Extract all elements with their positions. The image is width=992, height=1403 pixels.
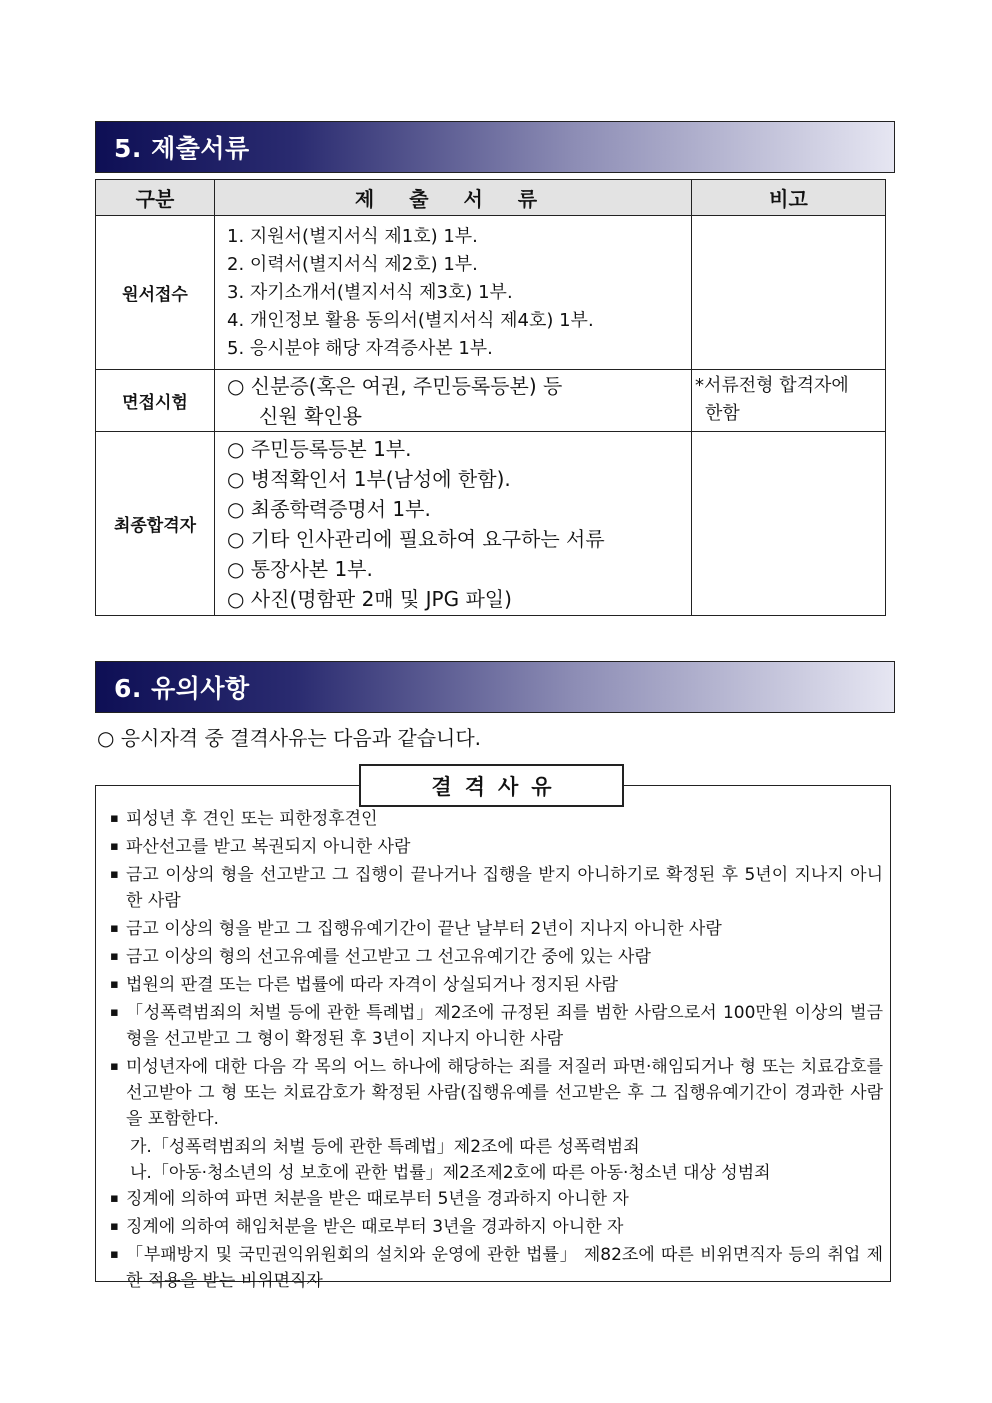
- bullet-icon: ▪: [110, 839, 119, 854]
- bullet-icon: ▪: [110, 867, 119, 882]
- section-5-header: [95, 121, 895, 173]
- list-item: ▪ 금고 이상의 형을 선고받고 그 집행이 끝나거나 집행을 받지 아니하기로 확정된 후 5년이 지나지 아니한 사람: [108, 862, 883, 914]
- row-note: [692, 370, 886, 432]
- list-item: ▪ 금고 이상의 형의 선고유예를 선고받고 그 선고유예기간 중에 있는 사람: [108, 944, 883, 970]
- list-item: ▪ 법원의 판결 또는 다른 법률에 따라 자격이 상실되거나 정지된 사람: [108, 972, 883, 998]
- list-item: ▪ 금고 이상의 형을 받고 그 집행유예기간이 끝난 날부터 2년이 지나지 아니한 사람: [108, 916, 883, 942]
- documents-table: [95, 179, 886, 616]
- row-items: [215, 370, 692, 432]
- list-item: ▪ 「부패방지 및 국민권익위원회의 설치와 운영에 관한 법률」 제82조에 따른 비위면직자 등의 취업 제한 적용을 받는 비위면직자: [108, 1242, 883, 1294]
- list-item: 2. 이력서(별지서식 제2호) 1부.: [227, 253, 478, 275]
- row-category: 면접시험: [96, 370, 215, 432]
- disqualification-box-title: 결격사유: [359, 764, 624, 807]
- list-item-continuation: 신원 확인용: [259, 403, 362, 428]
- bullet-icon: ▪: [110, 1191, 119, 1206]
- list-item: ▪ 징계에 의하여 해임처분을 받은 때로부터 3년을 경과하지 아니한 자: [108, 1214, 883, 1240]
- bullet-icon: ▪: [110, 1247, 119, 1262]
- header-documents: 제 출 서 류: [215, 180, 692, 216]
- list-item: ○ 최종학력증명서 1부.: [227, 496, 431, 521]
- list-item: ▪ 미성년자에 대한 다음 각 목의 어느 하나에 해당하는 죄를 저질러 파면·해임되거나 형 또는 치료감호를 선고받아 그 형 또는 치료감호가 확정된 사람(집행유예를 선고받은 후 그 집행유예기간이 경과한 사람을 포함한다.: [108, 1054, 883, 1132]
- bullet-icon: ▪: [110, 1005, 119, 1020]
- list-item: ○ 주민등록등본 1부.: [227, 436, 412, 461]
- section-6-header: [95, 661, 895, 713]
- header-note: 비고: [692, 180, 886, 216]
- sub-item: 가.「성폭력범죄의 처벌 등에 관한 특례법」제2조에 따른 성폭력범죄: [130, 1137, 640, 1157]
- row-category: 최종합격자: [96, 432, 215, 616]
- list-item: ▪ 피성년 후 견인 또는 피한정후견인: [108, 806, 883, 832]
- table-header-row: [96, 180, 886, 216]
- note-line: *서류전형 합격자에: [695, 375, 849, 396]
- list-item: 5. 응시분야 해당 자격증사본 1부.: [227, 337, 493, 359]
- bullet-icon: ▪: [110, 811, 119, 826]
- list-item: ○ 통장사본 1부.: [227, 556, 373, 581]
- bullet-icon: ▪: [110, 921, 119, 936]
- list-item: ○ 병적확인서 1부(남성에 한함).: [227, 466, 511, 491]
- list-item: 3. 자기소개서(별지서식 제3호) 1부.: [227, 281, 513, 303]
- list-item: ○ 신분증(혹은 여권, 주민등록등본) 등: [227, 373, 563, 398]
- list-item: 1. 지원서(별지서식 제1호) 1부.: [227, 225, 478, 247]
- row-items: [215, 216, 692, 370]
- bullet-icon: ▪: [110, 1059, 119, 1074]
- list-item: ▪ 「성폭력범죄의 처벌 등에 관한 특례법」제2조에 규정된 죄를 범한 사람으로서 100만원 이상의 벌금형을 선고받고 그 형이 확정된 후 3년이 지나지 아니한 사람: [108, 1000, 883, 1052]
- list-item: ○ 기타 인사관리에 필요하여 요구하는 서류: [227, 526, 605, 551]
- list-item: ○ 사진(명함판 2매 및 JPG 파일): [227, 586, 512, 611]
- sub-item: 나.「아동·청소년의 성 보호에 관한 법률」제2조제2호에 따른 아동·청소년 대상 성범죄: [130, 1163, 771, 1183]
- bullet-icon: ▪: [110, 949, 119, 964]
- table-row-final: [96, 432, 886, 616]
- list-item: ▪ 징계에 의하여 파면 처분을 받은 때로부터 5년을 경과하지 아니한 자: [108, 1186, 883, 1212]
- list-item: 4. 개인정보 활용 동의서(별지서식 제4호) 1부.: [227, 309, 594, 331]
- bullet-icon: ▪: [110, 1219, 119, 1234]
- table-row-application: [96, 216, 886, 370]
- section-5-title: 5. 제출서류: [114, 134, 250, 163]
- row-note: [692, 432, 886, 616]
- note-line: 한함: [705, 403, 740, 424]
- table-row-interview: [96, 370, 886, 432]
- intro-text: ○ 응시자격 중 결격사유는 다음과 같습니다.: [97, 726, 482, 750]
- section-6-title: 6. 유의사항: [114, 674, 250, 703]
- list-item: ▪ 파산선고를 받고 복권되지 아니한 사람: [108, 834, 883, 860]
- row-category: 원서접수: [96, 216, 215, 370]
- header-category: 구분: [96, 180, 215, 216]
- row-note: [692, 216, 886, 370]
- row-items: [215, 432, 692, 616]
- disqualification-list: [108, 806, 883, 1296]
- bullet-icon: ▪: [110, 977, 119, 992]
